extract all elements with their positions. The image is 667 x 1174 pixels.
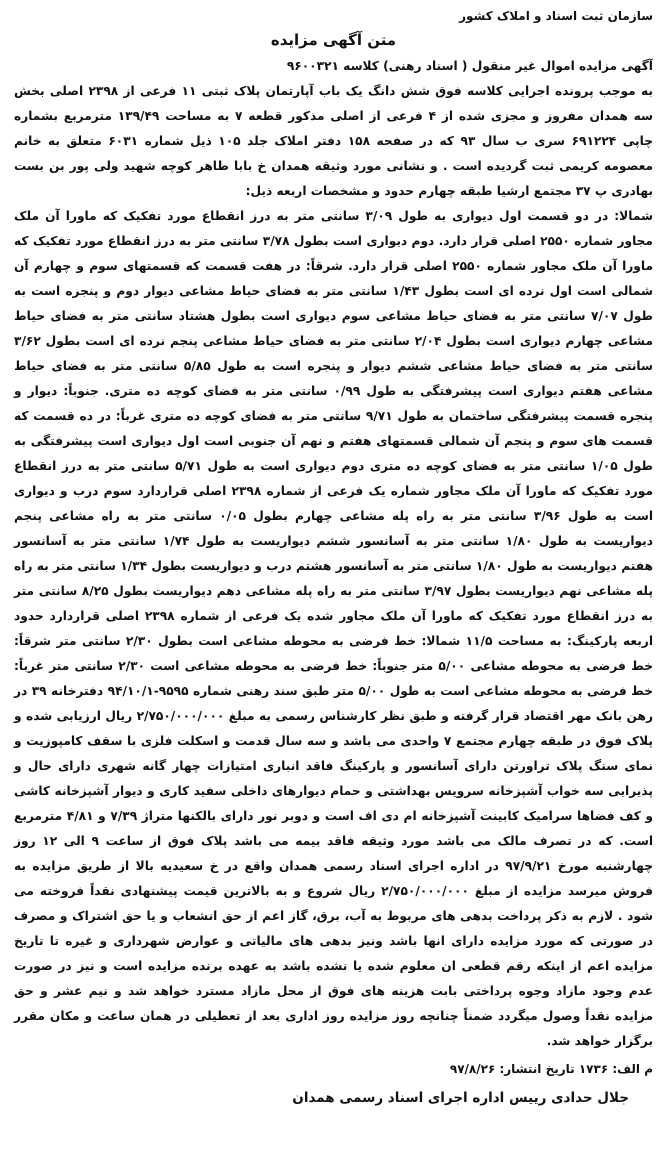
publication-info: م الف: ۱۷۳۶ تاریخ انتشار: ۹۷/۸/۲۶ — [449, 1062, 653, 1076]
organization-name: سازمان ثبت اسناد و املاک کشور — [459, 9, 653, 23]
case-number-line: آگهی مزایده اموال غیر منقول ( اسناد رهنی) کلاسه ۹۶۰۰۳۲۱ — [286, 59, 653, 73]
notice-title: متن آگهی مزایده — [270, 31, 397, 49]
property-description: به موجب پرونده اجرایی کلاسه فوق شش دانگ یک باب آپارتمان پلاک ثبتی ۱۱ فرعی از ۲۳۹۸ اصلی بخش سه همدان مفروز و مجزی شده از ۴ فرعی از اصلی مذکور قطعه ۷ به مساحت ۱۳۹/۴۹ مترمربع بشماره چاپی ۶۹۱۲۲۴ سری ب سال ۹۳ که در صفحه ۱۵۸ دفتر املاک جلد ۱۰۵ ذیل شماره ۶۰۳۱ متعلق به خانم معصومه کریمی ثبت گردیده است . و نشانی مورد وثیقه همدان خ بابا طاهر کوچه شهید ولی پور بن بست بهادری پ ۳۷ مجتمع ارشیا طبقه چهارم حدود و مشخصات اربعه ذیل: — [14, 84, 654, 198]
notice-body — [14, 54, 653, 1054]
signature-line: جلال حدادی رییس اداره اجرای اسناد رسمی همدان — [292, 1090, 629, 1106]
boundaries-and-terms: شمالا: در دو قسمت اول دیواری به طول ۳/۰۹ سانتی متر به درز انقطاع مورد تفکیک که ماورا آن ملک مجاور شماره ۲۵۵۰ اصلی قرار دارد. دوم دیواری است بطول ۳/۷۸ سانتی متر به درز انقطاع مورد تفکیک که ماورا آن ملک مجاور شماره ۲۵۵۰ اصلی قرار دارد. شرقاً: در هفت قسمت که قسمتهای سوم و چهارم آن شمالی است اول نرده ای است بطول ۱/۴۳ سانتی متر به فضای حیاط مشاعی دیوار دوم و پنجره است به طول ۷/۰۷ سانتی متر به فضای حیاط مشاعی سوم دیواری است بطول هشتاد سانتی متر به فضای حیاط مشاعی چهارم دیواری است بطول ۲/۰۴ سانتی متر به فضای حیاط مشاعی پنجم نرده ای است بطول ۳/۶۲ سانتی متر به فضای حیاط مشاعی ششم دیوار و پنجره است به طول ۵/۸۵ سانتی متر به فضای حیاط مشاعی هفتم دیواری است پیشرفتگی به طول ۰/۹۹ سانتی متر به فضای کوچه ده متری. جنوباً: دیوار و پنجره قسمت پیشرفتگی ساختمان به طول ۹/۷۱ سانتی متر به فضای کوچه ده متری غرباً: در ده قسمت که قسمت های سوم و پنجم آن شمالی قسمتهای هفتم و نهم آن جنوبی است اول دیواری است پیشرفتگی به طول ۱/۰۵ سانتی متر به فضای کوچه ده متری دوم دیواری است به طول ۵/۷۱ سانتی متر به درز انقطاع مورد تفکیک که ماورا آن ملک مجاور شماره یک فرعی از شماره ۲۳۹۸ اصلی قراردارد سوم درب و دیواری است به طول ۳/۹۶ سانتی متر به راه پله مشاعی چهارم بطول ۰/۰۵ سانتی متر به راه مشاعی پنجم دیواریست به طول ۱/۸۰ سانتی متر به آسانسور ششم دیواریست به طول ۱/۷۴ سانتی متر به آسانسور هفتم دیواریست به طول ۱/۸۰ سانتی متر به آسانسور هشتم درب و دیواریست بطول ۱/۳۴ سانتی متر به راه پله مشاعی نهم دیواریست بطول ۳/۹۷ سانتی متر به راه پله مشاعی دهم دیواریست بطول ۸/۲۵ سانتی متر به درز انقطاع مورد تفکیک که ماورا آن ملک مجاور شده یک فرعی از شماره ۲۳۹۸ اصلی قراردارد حدود اربعه پارکینگ: به مساحت ۱۱/۵ شمالا: خط فرضی به محوطه مشاعی است بطول ۲/۳۰ سانتی متر شرقاً: خط فرضی به محوطه مشاعی ۵/۰۰ متر جنوباً: خط فرضی به محوطه مشاعی است ۲/۳۰ سانتی متر غرباً: خط فرضی به محوطه مشاعی است به طول ۵/۰۰ متر طبق سند رهنی شماره ۹۵۹۵-۹۴/۱۰/۱ دفترخانه ۳۹ در رهن بانک مهر اقتصاد قرار گرفته و طبق نظر کارشناس رسمی به مبلغ ۲/۷۵۰/۰۰۰/۰۰۰ ریال ارزیابی شده و پلاک فوق در طبقه چهارم مجتمع ۷ واحدی می باشد و سه سال قدمت و اسکلت فلزی با سقف کامپوزیت و نمای سنگ پلاک تراورتن دارای آسانسور و پارکینگ فاقد انباری امتیازات چهار گانه شهری دارای حال و پذیرایی سه خواب آشپزخانه سرویس بهداشتی و حمام دیوارهای داخلی سفید کاری و دیوار آشپزخانه کاشی و کف فضاها سرامیک کابینت آشپزخانه ام دی اف است و دوبر نور دارای بالکنها متراژ ۷/۳۹ و ۴/۸۱ مترمربع است. که در تصرف مالک می باشد مورد وثیقه فاقد بیمه می باشد پلاک فوق از ساعت ۹ الی ۱۲ روز چهارشنبه مورخ ۹۷/۹/۲۱ در اداره اجرای اسناد رسمی همدان واقع در خ سعیدیه بالا از طریق مزایده به فروش میرسد مزایده از مبلغ ۲/۷۵۰/۰۰۰/۰۰۰ ریال شروع و به بالاترین قیمت پیشنهادی نقداً فروخته می شود . لازم به ذکر پرداخت بدهی های مربوط به آب، برق، گاز اعم از حق انشعاب و یا حق اشتراک و مصرف در صورتی که مورد مزایده دارای انها باشد ونیز بدهی های مالیاتی و عوارض شهرداری و غیره تا تاریخ مزایده اعم از اینکه رقم قطعی ان معلوم شده یا نشده باشد به عهده برنده مزایده است و نیز در صورت عدم وجود مازاد وجوه پرداختی بابت هزینه های فوق از محل مازاد مسترد خواهد شد و نیم عشر و حق مزایده نقداً وصول میگردد ضمناً چنانچه روز مزایده روز اداری بعد از تعطیلی در همان ساعت و مکان مقرر برگزار خواهد شد. — [14, 209, 654, 1048]
